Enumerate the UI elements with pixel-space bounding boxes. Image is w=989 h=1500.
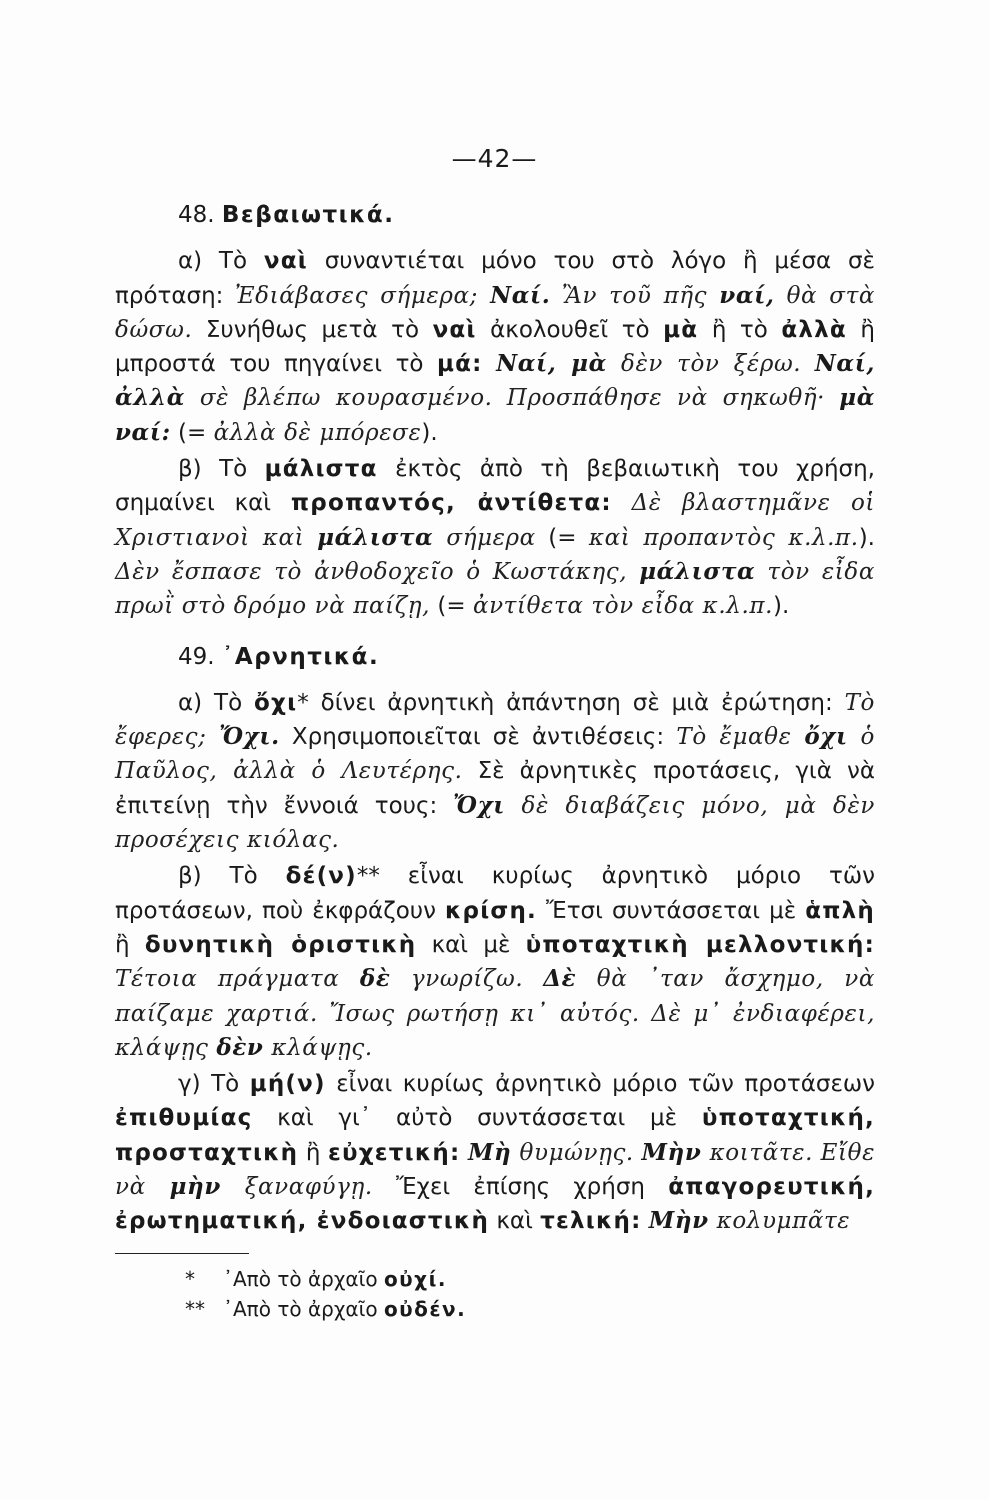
italic-example: δὲν τὸν ξέρω. [606, 351, 802, 378]
italic-example: Δὲν ἔσπασε τὸ ἀνθοδοχεῖο ὁ Κωστάκης, [115, 558, 640, 585]
italic-example: Τὸ ἔμαθε [676, 724, 805, 751]
italic-example: Τέτοια πράγματα [115, 966, 360, 993]
bold-term: ἐπιθυμίας [115, 1105, 253, 1132]
italic-example: Ναί. [490, 281, 551, 309]
italic-example: Ἴσως ρωτήσῃ κι᾿ αὐτός. [329, 1000, 640, 1027]
text-run: καὶ μὲ [416, 931, 526, 958]
text-run [641, 1208, 648, 1234]
italic-example: Δὲ μ᾿ ἐνδιαφέρει, κλάψῃς [115, 1000, 876, 1061]
italic-example: Μὴ [467, 1138, 512, 1166]
bold-term: τελική: [540, 1208, 642, 1235]
text-run: ἢ [298, 1139, 329, 1166]
text-run: ** εἶναι κυρίως ἀρνητικὸ μόριο τῶν προτάσεων, ποὺ ἐκφράζουν [115, 863, 875, 924]
section-48-heading [115, 198, 875, 232]
bold-term: μὰ [663, 316, 699, 343]
section-48-title: Βεβαιωτικά. [221, 202, 395, 228]
text-run [801, 351, 815, 377]
footnote-1-mark: * [185, 1267, 195, 1291]
italic-example: Μὴν [648, 1207, 709, 1235]
text-run: β) Τὸ [178, 863, 286, 890]
text-run: εἶναι κυρίως ἀρνητικὸ μόριο τῶν προτάσεων [325, 1071, 876, 1098]
bold-term: ἀπαγορευτική, ἐρωτηματική, ἐνδοιαστικὴ [115, 1174, 876, 1235]
text-run: συναντιέται μόνο του στὸ λόγο ἢ μέσα σὲ πρόταση: [115, 248, 875, 309]
section-49-heading [115, 640, 875, 674]
bold-term: μά: [437, 351, 483, 378]
bold-term: ὄχι [254, 689, 298, 716]
italic-example: Τὸ ἔφερες; [115, 689, 875, 751]
italic-example: δὲ [359, 965, 391, 993]
italic-example: δὲ διαβάζεις μόνο, μὰ δὲν προσέχεις κιόλας. [115, 792, 875, 854]
italic-example: μὴν [169, 1173, 221, 1201]
text-run: α) Τὸ [178, 248, 264, 275]
footnote-divider [115, 1253, 249, 1254]
section-48-paragraph-a [115, 244, 875, 450]
text-run [523, 966, 543, 992]
text-run [460, 1140, 468, 1166]
italic-example: ἀντίθετα τὸν εἶδα κ.λ.π. [472, 593, 773, 620]
italic-example: Μὴν [641, 1138, 702, 1166]
text-run [483, 351, 497, 377]
text-run: γ) Τὸ [178, 1071, 250, 1098]
text-run: καὶ γι᾿ αὐτὸ συντάσσεται μὲ [252, 1105, 702, 1132]
footnotes [185, 1264, 466, 1324]
text-run [640, 1001, 651, 1027]
page-number: —42— [451, 144, 538, 173]
text-run [493, 385, 507, 411]
italic-example: Ναί, μὰ [496, 350, 607, 378]
italic-example: ὄχι [804, 723, 848, 751]
text-run: β) Τὸ [178, 456, 265, 483]
italic-example: ἀλλὰ δὲ μπόρεσε [213, 419, 422, 446]
italic-example: Εἴθε νὰ [115, 1139, 876, 1201]
text-run [318, 1001, 329, 1027]
section-49-title: ᾿Αρνητικά. [221, 643, 380, 670]
italic-example: κλάψῃς. [263, 1034, 373, 1061]
text-run: * δίνει ἀρνητικὴ ἀπάντηση σὲ μιὰ ἐρώτηση: [297, 689, 845, 716]
bold-term: ὑποταχτικὴ μελλοντική: [525, 931, 875, 958]
bold-term: μή(ν) [249, 1071, 326, 1098]
text-run: Ἔχει ἐπίσης χρήση [372, 1174, 669, 1201]
bold-term: δέ(ν) [285, 863, 357, 890]
italic-example: θὰ ᾿ταν ἄσχημο, νὰ παίζαμε χαρτιά. [115, 966, 875, 1027]
bold-term: μάλιστα [264, 456, 378, 483]
italic-example: Προσπάθησε νὰ σηκωθῆ· [506, 385, 826, 412]
bold-term: προπαντός, ἀντίθετα: [290, 490, 612, 517]
italic-example: κοιτᾶτε. [701, 1139, 814, 1166]
footnote-1-term: οὐχί. [383, 1267, 447, 1291]
text-run [550, 283, 562, 309]
italic-example: ναί, [719, 281, 775, 309]
text-run: α) Τὸ [178, 689, 255, 716]
italic-example: μάλιστα [639, 557, 756, 585]
text-run: (= [170, 419, 214, 446]
text-run: Συνήθως μετὰ τὸ [192, 316, 433, 343]
section-49-paragraph-c [115, 1067, 875, 1238]
bold-term: εὐχετική: [328, 1139, 461, 1166]
text-run: καὶ [489, 1208, 541, 1235]
italic-example: Δὲ [543, 965, 577, 993]
section-49-paragraph-a [115, 686, 875, 857]
italic-example: Ὄχι [453, 791, 506, 819]
main-text [115, 198, 875, 1239]
section-49-paragraph-b [115, 859, 875, 1065]
text-run: ). [421, 419, 438, 446]
footnote-2-mark: ** [185, 1297, 205, 1321]
italic-example: Ἂν τοῦ πῆς [561, 282, 720, 309]
footnote-1 [185, 1264, 466, 1294]
text-run: ἀκολουθεῖ τὸ [476, 316, 664, 343]
text-run: (= [430, 593, 473, 620]
italic-example: θυμώνῃς. [511, 1139, 634, 1166]
text-run: ). [773, 593, 790, 620]
italic-example: σήμερα [433, 524, 536, 551]
italic-example: σὲ βλέπω κουρασμένο. [185, 385, 493, 412]
footnote-2 [185, 1294, 466, 1324]
text-run [612, 490, 632, 516]
text-run: ἐκτὸς ἀπὸ τὴ βεβαιωτικὴ του χρήση, σημαίνει καὶ [115, 456, 875, 517]
text-run: Σὲ ἀρνητικὲς προτάσεις, γιὰ νὰ ἐπιτείνῃ τὴν ἔννοιά τους: [115, 758, 875, 819]
italic-example: καὶ προπαντὸς κ.λ.π. [588, 524, 859, 551]
italic-example: Ναί, ἀλλὰ [115, 350, 876, 412]
italic-example: Ἐδιάβασες σήμερα; [234, 282, 491, 309]
section-48-number: 48. [178, 202, 215, 228]
italic-example: μάλιστα [317, 523, 434, 551]
italic-example: δὲν [216, 1033, 264, 1061]
text-run [825, 385, 839, 411]
bold-term: ἁπλὴ [805, 897, 875, 924]
text-run: Ἔτσι συντάσσεται μὲ [537, 897, 806, 924]
bold-term: ὑποταχτική, προσταχτικὴ [115, 1105, 875, 1166]
text-run [813, 1140, 821, 1166]
italic-example: ὁ Παῦλος, ἀλλὰ ὁ Λευτέρης. [115, 724, 875, 785]
text-run: ). [858, 524, 875, 551]
italic-example: ξαναφύγῃ. [220, 1174, 373, 1201]
section-48-paragraph-b [115, 452, 875, 623]
footnote-1-text: ᾿Απὸ τὸ ἀρχαῖο [223, 1267, 384, 1291]
bold-term: ναὶ [432, 316, 477, 343]
bold-term: ναὶ [263, 248, 308, 275]
text-run: ἢ μπροστά του πηγαίνει τὸ [115, 316, 875, 378]
italic-example: μὰ ναί: [115, 384, 876, 446]
italic-example: τὸν εἶδα πρωῒ στὸ δρόμο νὰ παίζῃ, [115, 558, 875, 620]
bold-term: ἀλλὰ [781, 316, 847, 343]
text-run: ἢ τὸ [698, 316, 782, 343]
italic-example: Δὲ βλαστημᾶνε οἱ Χριστιανοὶ καὶ [115, 490, 876, 551]
italic-example: θὰ στὰ δώσω. [115, 282, 876, 343]
italic-example: κολυμπᾶτε [708, 1208, 851, 1235]
text-run: Χρησιμοποιεῖται σὲ ἀντιθέσεις: [279, 724, 677, 751]
section-49-number: 49. [178, 643, 215, 670]
italic-example: γνωρίζω. [390, 966, 524, 993]
footnote-2-text: ᾿Απὸ τὸ ἀρχαῖο [223, 1297, 384, 1321]
footnote-2-term: οὐδέν. [383, 1297, 467, 1321]
text-run: ἢ [115, 931, 145, 958]
italic-example: Ὄχι. [219, 723, 280, 751]
text-run: (= [535, 524, 589, 551]
bold-term: δυνητικὴ ὁριστικὴ [144, 931, 417, 958]
bold-term: κρίση. [445, 897, 537, 924]
